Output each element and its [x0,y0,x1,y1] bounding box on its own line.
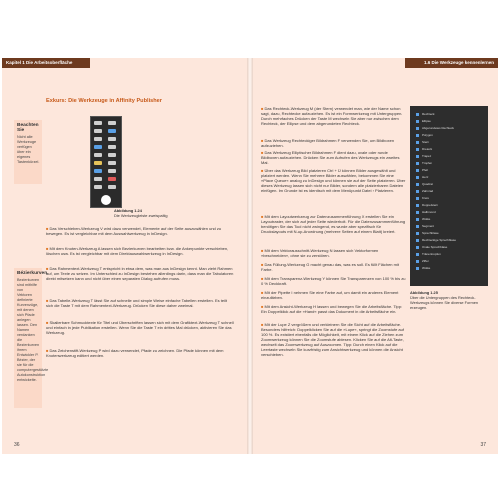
sidebar-note-bottom [14,268,49,408]
sidebar-text: Bezierkurven sind mithilfe von Vektoren definierte Kurvenzüge, mit denen sich Pfade anlegen lassen. Den Namen verdanken die Bezierkurven ihrem Entwickler P. Bézier, der sie für die computergestützte Autokonstruktion entwickelte. [17,278,49,382]
figure-caption-text: Die Werkzeugleiste zweispaltig [114,213,168,218]
paragraph: ■ Das Zeichenstift-Werkzeug P wird dazu verwendet, Pfade zu zeichnen. Die Pfade können mit dem Knotenwerkzeug editiert werden. [46,348,224,358]
section-title: Exkurs: Die Werkzeuge in Affinity Publisher [46,98,162,104]
sidebar-text: Nicht alle Werkzeuge verfügen über ein eigenes Tastenkürzel. [17,135,40,164]
paragraph: ■ Mit der Lupe Z vergrößern und verkleinern Sie die Sicht auf die Arbeitsfläche. Besonders hilfreich: Doppelklicken Sie auf die »Lupe«, springt die Zoomstufe auf 100 %. Es existiert ebenfalls die Möglichkeit, mit einem Klick auf die Ziehen zum Zoomwerkzeug können Sie die Zoomstufe ablesen. Klicken Sie auf die Alt-Taste, wechselt das Zoomwerkzeug auf Auszoomen. Tipp: Durch einen Klick auf die Leertaste wechseln Sie kurzfristig zum Ansichtwerkzeug und können die Ansicht verschieben. [261,322,404,357]
paragraph: ■ Das Rahmentext-Werkzeug T entspricht in etwa dem, was man aus InDesign kennt. Man zieht Rahmen auf, um Texte zu setzen. Im Unterschied zu InDesign bestehen allerdings darin, dass man die Tabulatoren direkt mitsetzen kann und nicht über einen separaten Dialog aufrufen muss. [46,266,234,281]
toolbar-image [90,116,122,208]
paragraph: ■ Mit dem Transparenz-Werkzeug Y können Sie Transparenzen von 100 % bis zu 0 % Deckkraft. [261,276,406,286]
page-number-right: 37 [480,442,486,448]
figure-caption-left [114,208,224,218]
paragraph: ■ Über das Werkzeug Bild platzieren Ctrl + Ü können Bilder ausgewählt und platziert werden. Wenn Sie mehrere Bilder auswählen, bekommen Sie eine »Place Queue« analog zu InDesign und können sie auf der Seite platzieren. Über dieses Werkzeug lassen sich nicht nur Bilder, sondern alle platzierbaren Dateien einfügen. Im Grunde ist es identisch mit dem Menüpunkt Datei › Platzieren. [261,168,406,193]
paragraph: ■ Das Werkzeug Rechteckiger Bildrahmen F verwenden Sie, um Bildboxen aufzuziehen. [261,138,395,148]
paragraph: ■ Mit dem Ansicht-Werkzeug H lassen und bewegen Sie die Arbeitsfläche. Tipp: Ein Doppelklick auf die »Hand« passt das Dokument in die Arbeitsfläche ein. [261,304,403,314]
paragraph: ■ Das Füllung-Werkzeug G macht genau das, was es soll. Es füllt Flächen mit Farbe. [261,262,399,272]
paragraph: ■ Mit dem Layoutwerkzeug zur Datenzusammenführung X erstellen Sie ein Layoutraster, der sich auf jeder Seite wiederholt. Für die Datenzusammenführung benötigen Sie das Tool nicht zwingend, es wurde aber spezifisch für Druckslayouts mit N-up-Anordnung (mehrere Seiten auf einem Blatt) kreiert. [261,214,406,234]
figure-caption-text: Über die Untergruppen des Rechteck-Werkzeugs können Sie diverse Formen erzeugen. [410,295,479,310]
paragraph: ■ Mit dem Knoten-Werkzeug A lassen sich Bezierkurven bearbeiten bzw. die Ankerpunkte verschieben, löschen usw. Es ist vergleichbar mit dem Direktauswahlwerkzeug in InDesign. [46,246,229,256]
figure-caption-right [410,290,490,310]
figure-caption-bold: Abbildung 1.24 [114,208,142,213]
running-head-left: Kapitel 1 Die Arbeitsoberfläche [2,58,90,68]
left-page [2,58,247,454]
right-page [253,58,498,454]
figure-caption-bold: Abbildung 1.25 [410,290,438,295]
page-number-left: 36 [14,442,20,448]
running-head-right: 1.6 Die Werkzeuge kennenlernen [405,58,498,68]
paragraph: ■ Skalierbare Schmucktexte für Titel und Überschriften lassen sich mit dem Grafiktext-Werkzeug T schnell und einfach in jede Publikation erstellen. Wenn Sie die Taste T ein drittes Mal drücken, aktivieren Sie das Werkzeug. [46,320,234,335]
shape-tools-panel-image: Rechteck Ellipse Abgerundetes Rechteck Polygon Stern Dreieck Trapez Tropfen Pfeil Herz Quadrat Zahnrad Kreis Doppelstern Halbmond Wolke Segment Sprechblase Rechteckige Sprechblase Ovale Sprechblase Tränentropfen Ziffer Wolke [410,106,488,286]
paragraph: ■ Das Tabelle-Werkzeug T lässt Sie auf schnelle und simple Weise einfache Tabellen erstellen. Es teilt sich die Taste T mit dem Rahmentext-Werkzeug. Drücken Sie diese daher zweimal. [46,298,227,308]
sidebar-heading: Beachten Sie [17,123,39,133]
paragraph: ■ Mit der Pipette I nehmen Sie eine Farbe auf, um damit ein anderes Element einzufärben. [261,290,399,300]
paragraph: ■ Das Werkzeug Elliptischer Bildrahmen F dient dazu, ovale oder runde Bildboxen aufzuziehen. Drücken Sie zum Aufrufen des Werkzeugs ein zweites Mal. [261,150,400,165]
sidebar-note-top [14,120,42,184]
paragraph: ■ Das Verschieben-Werkzeug V wird dazu verwendet, Elemente auf der Seite auszuwählen und zu bewegen. Es ist vergleichbar mit dem Auswahlwerkzeug in InDesign. [46,226,222,236]
sidebar-heading: Bézierkurven [17,271,48,276]
paragraph: ■ Das Rechteck-Werkzeug M (der Stern) verwendet man, wie der Name schon sagt, dazu, Rechtecke aufzuziehen. Es ist ein Formwerkzeug mit Untergruppen. Durch mehrfaches Drücken der Taste M wechseln Sie aber nur zwischen dem Rechteck, der Ellipse und dem abgerundeten Rechteck. [261,106,403,126]
paragraph: ■ Mit dem Vektorausschnitt-Werkzeug N lassen sich Vektorformen »beschneiden«, ohne sie zu zerstören. [261,248,379,258]
